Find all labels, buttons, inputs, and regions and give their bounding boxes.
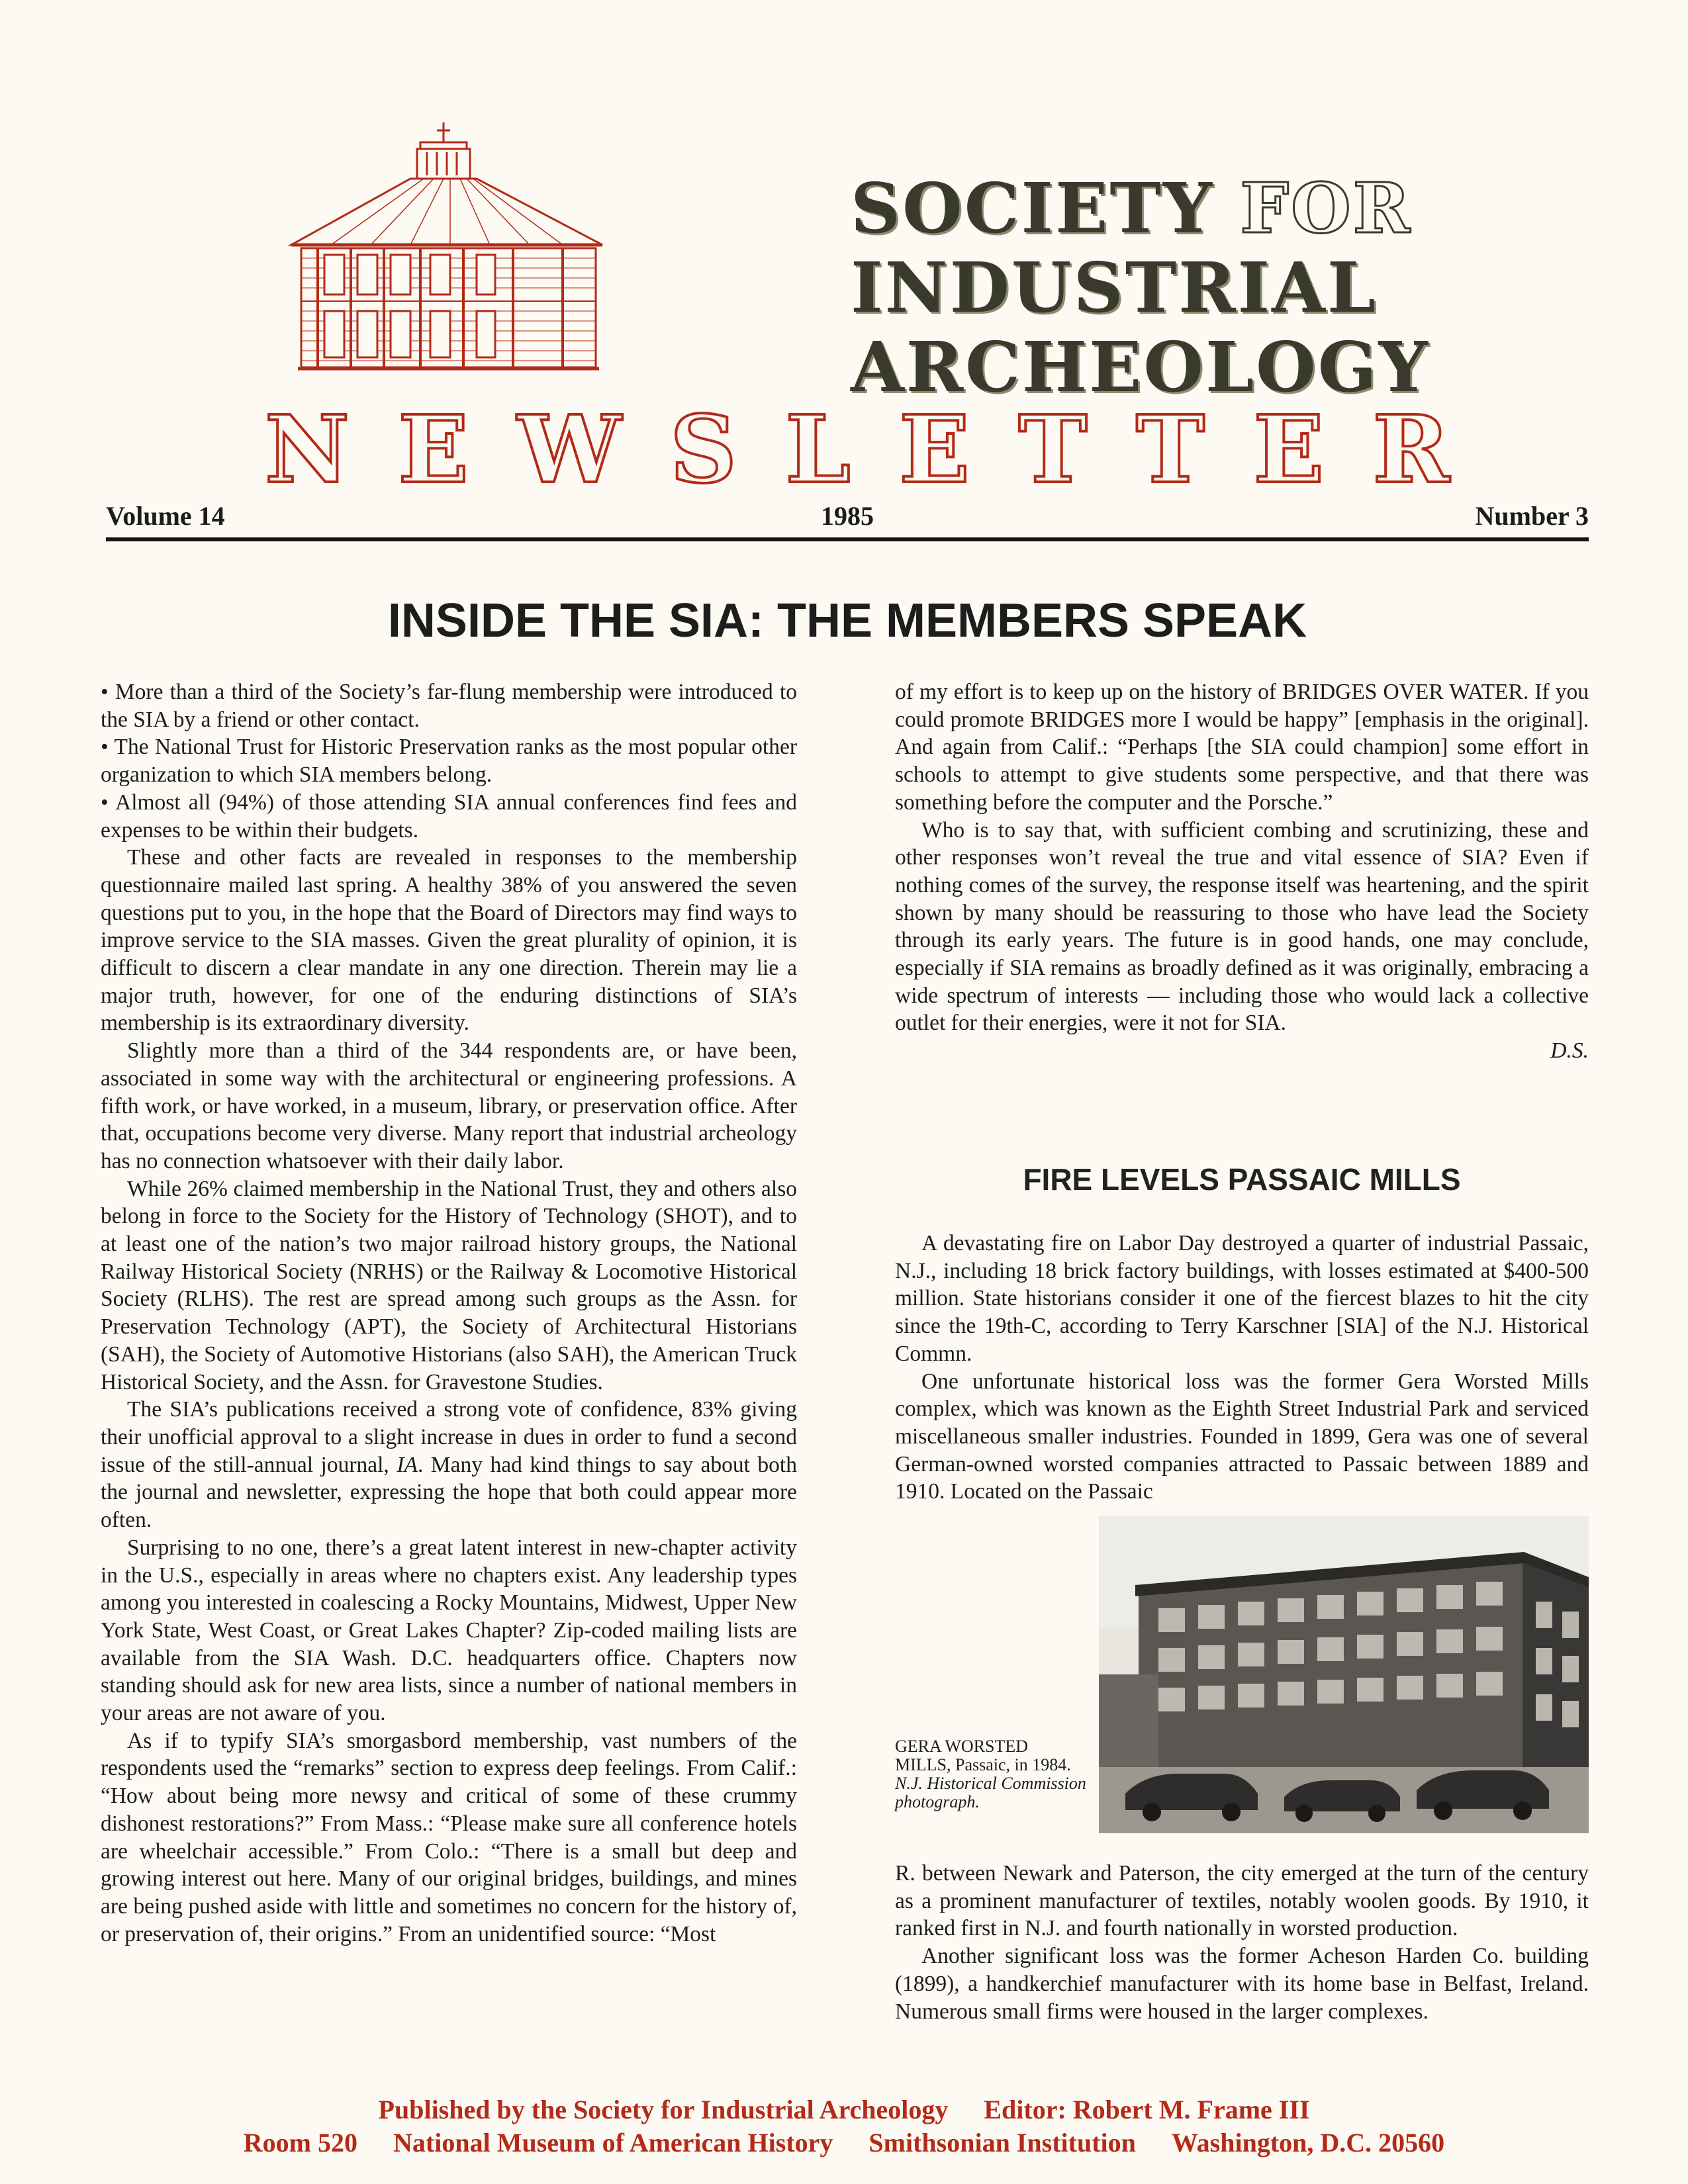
footer-city: Washington, D.C. 20560	[1171, 2128, 1445, 2158]
footer-museum: National Museum of American History	[393, 2128, 833, 2158]
masthead-industrial: INDUSTRIAL	[851, 247, 1378, 328]
article-column-fire-top	[895, 1230, 1589, 1506]
masthead-for: FOR	[1240, 167, 1413, 249]
newsletter-letter: E	[1253, 396, 1325, 504]
footer-publisher: Published by the Society for Industrial Archeology	[378, 2095, 949, 2124]
publications-text-before: The SIA’s publications received a strong vote of confidence, 83% giving their unofficial approval to a slight increase in dues in order to fund a second issue of the still-annual journal,	[101, 1397, 797, 1477]
masthead-line-society-for	[851, 169, 1460, 248]
body-paragraph: Surprising to no one, there’s a great latent interest in new-chapter activity in the U.S., especially in areas where no chapters exist. Any leadership types among you interested in coalescing a Rocky Mountains, Midwest, Upper New York State, West Coast, or Great Lakes Chapter? Zip-coded mailing lists are available from the SIA Wash. D.C. headquarters office. Chapters now standing should ask for new area lists, since a number of national members in your areas are not aware of you.	[101, 1535, 797, 1726]
newsletter-letter: T	[1135, 396, 1205, 504]
caption-text: GERA WORSTED MILLS, Passaic, in 1984.	[895, 1737, 1071, 1774]
masthead-divider	[106, 537, 1589, 541]
newsletter-letter: T	[1018, 396, 1088, 504]
number-label: Number 3	[1475, 501, 1589, 531]
footer-room: Room 520	[243, 2128, 358, 2158]
newsletter-letter: E	[899, 396, 970, 504]
bullet-paragraph: • Almost all (94%) of those attending SIA annual conferences find fees and expenses to be within their budgets.	[101, 789, 797, 844]
newsletter-letter: W	[517, 396, 622, 504]
caption-credit: N.J. Historical Commission photograph.	[895, 1774, 1086, 1811]
article-column-fire-bottom	[895, 1860, 1589, 2025]
newsletter-letter: E	[398, 396, 469, 504]
bullet-paragraph: • The National Trust for Historic Preservation ranks as the most popular other organization to which SIA members belong.	[101, 733, 797, 788]
article-column-left	[101, 678, 797, 1948]
masthead-archeology: ARCHEOLOGY	[851, 326, 1430, 408]
body-paragraph: As if to typify SIA’s smorgasbord membership, vast numbers of the respondents used the “remarks” section to express deep feelings. From Calif.: “How about being more newsy and critical of some of these crummy dishonest restorations?” From Mass.: “Please make sure all conference hotels are wheelchair accessible.” From Colo.: “There is a small but deep and growing interest out here. Many of our original bridges, buildings, and mines are being pushed aside with little and sometimes no concern for the history of, or preservation of, their origins.” From an unidentified source: “Most	[101, 1728, 797, 1946]
body-paragraph: Slightly more than a third of the 344 respondents are, or have been, associated in some way with the architectural or engineering professions. A fifth work, or have worked, in a museum, library, or preservation office. After that, occupations become very diverse. Many report that industrial archeology has no connection whatsoever with their daily labor.	[101, 1038, 797, 1173]
body-paragraph: of my effort is to keep up on the history of BRIDGES OVER WATER. If you could promote BRIDGES more I would be happy” [emphasis in the original]. And again from Calif.: “Perhaps [the SIA could champion] some effort in schools to attempt to give students some perspective, and that there was something before the computer and the Porsche.”	[895, 680, 1589, 815]
publications-text-after: . Many had kind things to say about both the journal and newsletter, expressing the hope that both could appear more often.	[101, 1452, 797, 1533]
masthead-newsletter-word	[265, 396, 1450, 504]
body-paragraph: These and other facts are revealed in responses to the membership questionnaire mailed last spring. A healthy 38% of you answered the seven questions put to you, in the hope that the Board of Directors may find ways to improve service to the SIA masses. Given the great plurality of opinion, it is difficult to discern a clear mandate in any one direction. Therein may lie a major truth, however, for one of the enduring distinctions of SIA’s membership is its extraordinary diversity.	[101, 845, 797, 1036]
body-paragraph: Who is to say that, with sufficient combing and scrutinizing, these and other responses won’t reveal the true and vital essence of SIA? Even if nothing comes of the survey, the response itself was heartening, and the spirit shown by many should be reassuring to those who have lead the Society through its early years. The future is in good hands, one may conclude, especially if SIA remains as broadly defined as it was originally, embracing a wide spectrum of interests — including those who would lack a collective outlet for their energies, were it not for SIA.	[895, 817, 1589, 1036]
newsletter-letter: S	[670, 396, 737, 504]
bullet-paragraph: • More than a third of the Society’s far-flung membership were introduced to the SIA by a friend or other contact.	[101, 678, 797, 733]
body-paragraph: A devastating fire on Labor Day destroyed a quarter of industrial Passaic, N.J., including 18 brick factory buildings, with losses estimated at $400-500 million. State historians consider it one of the fiercest blazes to hit the city since the 19th-C, according to Terry Karschner [SIA] of the N.J. Historical Commn.	[895, 1231, 1589, 1366]
body-paragraph: R. between Newark and Paterson, the city emerged at the turn of the century as a prominent manufacturer of textiles, notably woolen goods. By 1910, it ranked first in N.J. and fourth nationally in worsted production.	[895, 1861, 1589, 1941]
body-paragraph: Another significant loss was the former Acheson Harden Co. building (1899), a handkerchief manufacturer with its home base in Belfast, Ireland. Numerous small firms were housed in the larger complexes.	[895, 1944, 1589, 2024]
body-paragraph: While 26% claimed membership in the National Trust, they and others also belong in force to the Society for the History of Technology (SHOT), and to at least one of the nation’s two major railroad history groups, the National Railway Historical Society (NRHS) or the Railway & Locomotive Historical Society (RLHS). The rest are spread among such groups as the Assn. for Preservation Technology (APT), the Society of Architectural Historians (SAH), the Society of Automotive Historians (also SAH), the American Truck Historical Society, and the Assn. for Gravestone Studies.	[101, 1176, 797, 1394]
journal-title: IA	[397, 1452, 418, 1477]
footer-institution: Smithsonian Institution	[868, 2128, 1136, 2158]
masthead-society: SOCIETY	[851, 167, 1215, 249]
article-column-right-top	[895, 678, 1589, 1065]
footer-publisher-line	[0, 2093, 1688, 2126]
newsletter-letter: N	[265, 396, 350, 504]
author-signature: D.S.	[1550, 1038, 1589, 1064]
article-headline-fire: FIRE LEVELS PASSAIC MILLS	[1023, 1162, 1461, 1197]
year-label: 1985	[821, 501, 874, 531]
body-paragraph: One unfortunate historical loss was the former Gera Worsted Mills complex, which was known as the Eighth Street Industrial Park and serviced miscellaneous smaller industries. Founded in 1899, Gera was one of several German-owned worsted companies attracted to Passaic between 1889 and 1910. Located on the Passaic	[895, 1369, 1589, 1504]
newsletter-letter: L	[785, 396, 851, 504]
issue-info-row	[106, 498, 1589, 537]
body-paragraph-publications	[101, 1396, 797, 1534]
article-headline-members-speak: INSIDE THE SIA: THE MEMBERS SPEAK	[387, 594, 1307, 647]
volume-label: Volume 14	[106, 501, 225, 531]
footer-address-line	[0, 2126, 1688, 2160]
gera-mills-photo	[1099, 1516, 1589, 1833]
photo-caption	[895, 1737, 1087, 1811]
newsletter-letter: R	[1372, 396, 1450, 504]
roundhouse-logo-icon	[252, 116, 662, 381]
footer-editor: Editor: Robert M. Frame III	[984, 2095, 1310, 2124]
